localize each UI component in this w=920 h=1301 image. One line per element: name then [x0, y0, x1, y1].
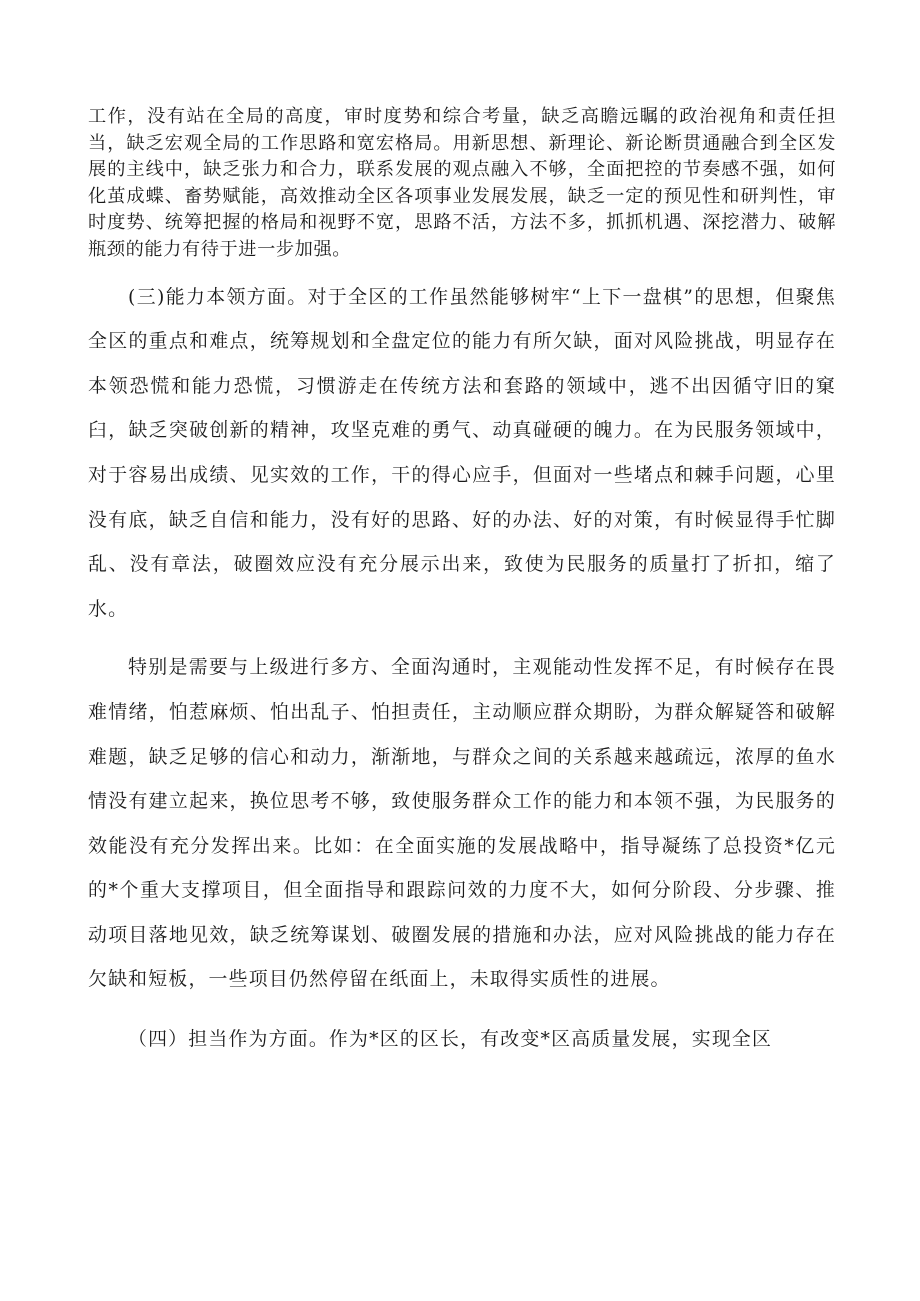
- paragraph-communication: 特别是需要与上级进行多方、全面沟通时，主观能动性发挥不足，有时候存在畏难情绪，怕惹麻烦、怕出乱子、怕担责任，主动顺应群众期盼，为群众解疑答和破解难题，缺乏足够的信心和动力，渐渐地，与群众之间的关系越来越疏远，浓厚的鱼水情没有建立起来，换位思考不够，致使服务群众工作的能力和本领不强，为民服务的效能没有充分发挥出来。比如：在全面实施的发展战略中，指导凝练了总投资*亿元的*个重大支撑项目，但全面指导和跟踪问效的力度不大，如何分阶段、分步骤、推动项目落地见效，缺乏统筹谋划、破圈发展的措施和办法，应对风险挑战的能力存在欠缺和短板，一些项目仍然停留在纸面上，未取得实质性的进展。: [88, 656, 836, 991]
- paragraph-ability-section: (三)能力本领方面。对于全区的工作虽然能够树牢“上下一盘棋”的思想，但聚焦全区的重点和难点，统筹规划和全盘定位的能力有所欠缺，面对风险挑战，明显存在本领恐慌和能力恐慌，习惯游走在传统方法和套路的领域中，逃不出因循守旧的窠臼，缺乏突破创新的精神，攻坚克难的勇气、动真碰硬的魄力。在为民服务领域中，对于容易出成绩、见实效的工作，干的得心应手，但面对一些堵点和棘手问题，心里没有底，缺乏自信和能力，没有好的思路、好的办法、好的对策，有时候显得手忙脚乱、没有章法，破圈效应没有充分展示出来，致使为民服务的质量打了折扣，缩了水。: [88, 285, 836, 620]
- paragraph-continuation: 工作，没有站在全局的高度，审时度势和综合考量，缺乏高瞻远瞩的政治视角和责任担当，缺乏宏观全局的工作思路和宽宏格局。用新思想、新理论、新论断贯通融合到全区发展的主线中，缺乏张力和合力，联系发展的观点融入不够，全面把控的节奏感不强，如何化茧成蝶、畜势赋能，高效推动全区各项事业发展发展，缺乏一定的预见性和研判性，审时度势、统筹把握的格局和视野不宽，思路不活，方法不多，抓抓机遇、深挖潜力、破解瓶颈的能力有待于进一步加强。: [88, 106, 836, 260]
- paragraph-responsibility-section: （四）担当作为方面。作为*区的区长，有改变*区高质量发展，实现全区: [128, 1028, 773, 1051]
- document-page: [88, 104, 836, 1062]
